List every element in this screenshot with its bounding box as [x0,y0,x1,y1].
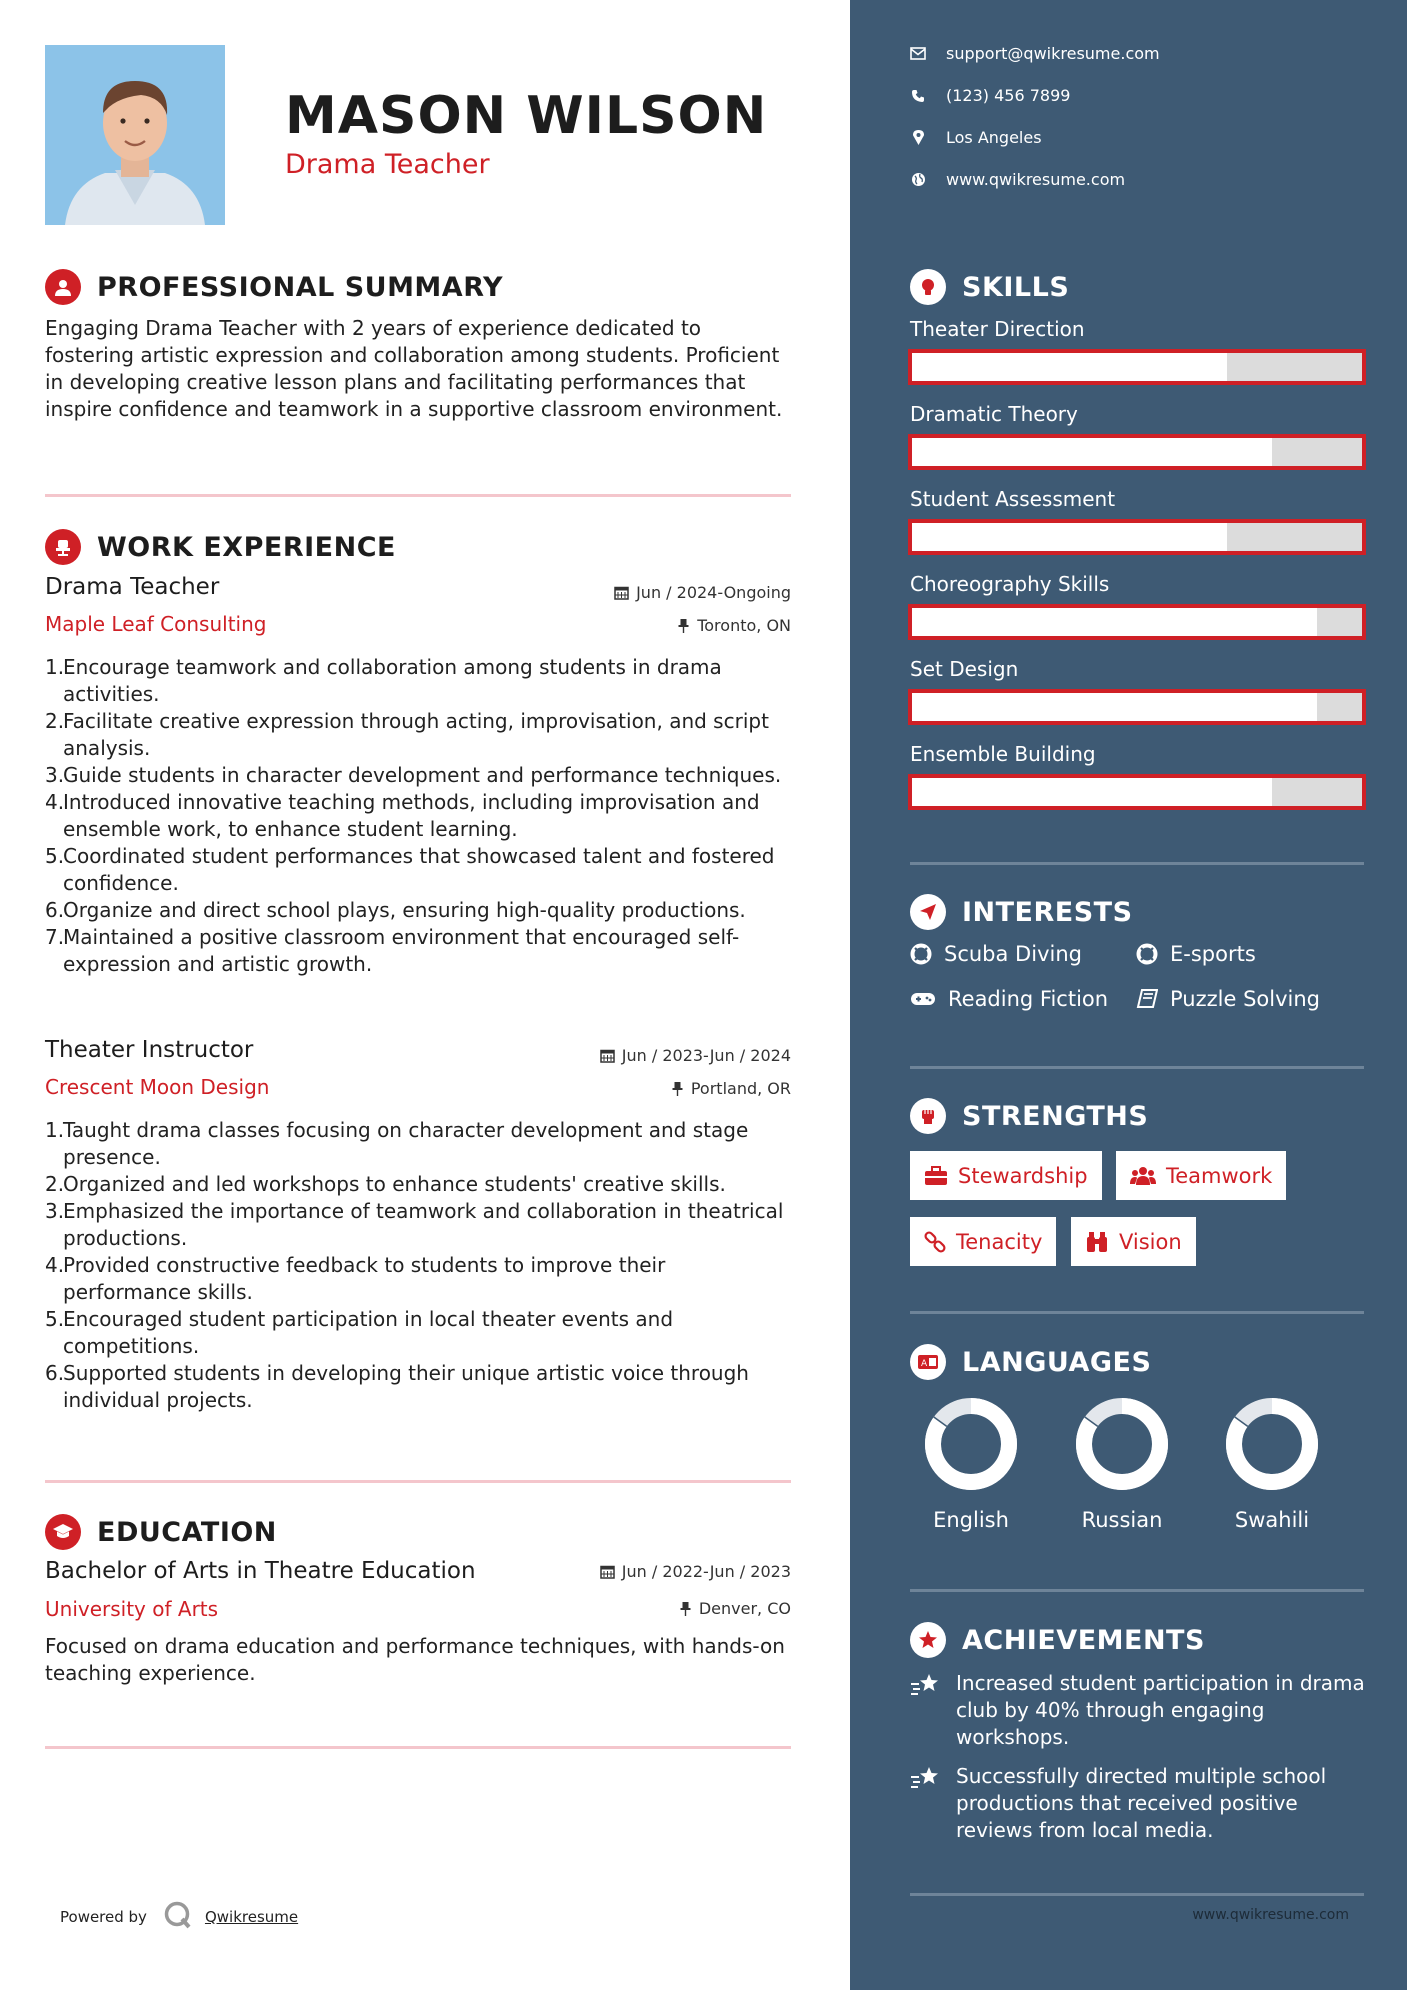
interest-item: Reading Fiction [910,987,1108,1011]
school-name: University of Arts [45,1597,219,1621]
divider [910,1066,1364,1069]
profile-photo [45,45,225,225]
achievements-heading-label: ACHIEVEMENTS [962,1624,1205,1656]
education-description: Focused on drama education and performance techniques, with hands-on teaching experience. [45,1634,785,1685]
skill-level-fill [912,778,1272,806]
candidate-name: MASON WILSON [285,86,768,146]
skill-name: Choreography Skills [910,572,1110,596]
strength-chip: Tenacity [910,1217,1056,1266]
job-bullets [45,1117,795,1414]
skill-level-bar [908,519,1366,555]
qwikresume-link[interactable]: Qwikresume [204,1908,299,1926]
achievement-item: Increased student participation in drama club by 40% through engaging workshops. [910,1670,1370,1751]
list-item: 5. Encouraged student participation in local theater events and competitions. [45,1307,674,1358]
job-date: Jun / 2023-Jun / 2024 [600,1046,791,1065]
list-item: 5. Coordinated student performances that showcased talent and fostered confidence. [45,844,775,895]
phone-icon [910,89,926,103]
skill-level-fill [912,523,1227,551]
skill-level-bar [908,434,1366,470]
degree-title: Bachelor of Arts in Theatre Education [45,1558,476,1584]
globe-icon [910,172,926,187]
work-heading [45,527,396,567]
strength-chip: Teamwork [1116,1151,1286,1200]
strengths-heading [910,1096,1148,1136]
strength-chip: Stewardship [910,1151,1102,1200]
footer-url[interactable]: www.qwikresume.com [1192,1907,1349,1923]
list-item: 1. Encourage teamwork and collaboration among students in drama activities. [45,655,722,706]
powered-by: Powered by Qwikresume [60,1900,298,1934]
skills-heading [910,267,1069,307]
interest-item: E-sports [1136,942,1256,966]
skill-level-bar [908,689,1366,725]
graduation-cap-icon [45,1514,81,1550]
pin-icon [677,618,690,633]
candidate-title: Drama Teacher [285,149,490,180]
list-item: 3. Emphasized the importance of teamwork and collaboration in theatrical productions. [45,1199,784,1250]
gamepad-icon [910,990,936,1008]
job-location: Toronto, ON [677,616,791,635]
summary-heading [45,267,503,307]
briefcase-chair-icon [45,529,81,565]
skill-name: Dramatic Theory [910,402,1078,426]
achievements-heading [910,1620,1205,1660]
list-item: 4. Provided constructive feedback to students to improve their performance skills. [45,1253,666,1304]
skill-level-fill [912,438,1272,466]
contact-location: Los Angeles [910,128,1042,147]
list-item: 6. Supported students in developing their unique artistic voice through individual projects. [45,1361,749,1412]
skills-heading-label: SKILLS [962,271,1070,303]
achievement-item: Successfully directed multiple school productions that received positive reviews from local media. [910,1763,1370,1844]
pin-icon [671,1081,684,1096]
job-title: Theater Instructor [45,1037,254,1063]
job-location: Portland, OR [671,1079,791,1098]
divider [910,1589,1364,1592]
job-bullets [45,654,795,978]
language-item [1057,1396,1187,1532]
summary-text: Engaging Drama Teacher with 2 years of experience dedicated to fostering artistic expression and collaboration among students. Proficient in developing creative lesson plans and facilitating performances that inspire confidence and teamwork in a supportive classroom environment. [45,316,783,421]
envelope-icon [910,47,926,60]
calendar-icon [600,1048,615,1063]
job-company: Maple Leaf Consulting [45,612,267,636]
interests-heading-label: INTERESTS [962,896,1133,928]
svg-text:A: A [921,1359,928,1369]
paper-plane-icon [910,894,946,930]
list-item: 4. Introduced innovative teaching methods, including improvisation and ensemble work, to enhance student learning. [45,790,760,841]
language-name: English [933,1508,1009,1532]
contact-website[interactable]: www.qwikresume.com [910,170,1125,189]
strengths-heading-label: STRENGTHS [962,1100,1149,1132]
language-name: Russian [1081,1508,1163,1532]
book-icon [1136,989,1158,1009]
divider [910,862,1364,865]
divider [45,1746,791,1749]
shooting-star-icon [910,1763,942,1844]
binoculars-icon [1085,1231,1109,1253]
calendar-icon [614,585,629,600]
interests-heading [910,892,1133,932]
divider [45,494,791,497]
interest-item: Scuba Diving [910,942,1082,966]
summary-heading-label: PROFESSIONAL SUMMARY [97,271,504,303]
strength-chip: Vision [1071,1217,1196,1266]
list-item: 3. Guide students in character development and performance techniques. [45,763,782,787]
language-item [906,1396,1036,1532]
contact-email[interactable]: support@qwikresume.com [910,44,1160,63]
language-level-ring [923,1396,1019,1492]
list-item: 1. Taught drama classes focusing on character development and stage presence. [45,1118,749,1169]
education-heading [45,1512,277,1552]
translate-icon [910,1344,946,1380]
language-name: Swahili [1234,1508,1310,1532]
job-date: Jun / 2024-Ongoing [614,583,791,602]
skill-name: Ensemble Building [910,742,1096,766]
star-badge-icon [910,1622,946,1658]
education-heading-label: EDUCATION [97,1516,277,1548]
list-item: 2. Facilitate creative expression through acting, improvisation, and script analysis. [45,709,769,760]
skill-level-bar [908,604,1366,640]
divider [910,1311,1364,1314]
list-item: 2. Organized and led workshops to enhance students' creative skills. [45,1172,726,1196]
skill-level-bar [908,774,1366,810]
job-company: Crescent Moon Design [45,1075,270,1099]
skill-level-bar [908,349,1366,385]
language-level-ring [1224,1396,1320,1492]
qwikresume-logo [163,1900,193,1934]
skill-level-fill [912,693,1317,721]
education-location: Denver, CO [679,1599,791,1618]
languages-heading [910,1342,1151,1382]
skill-level-fill [912,353,1227,381]
language-item [1207,1396,1337,1532]
contact-phone[interactable]: (123) 456 7899 [910,86,1070,105]
language-level-ring [1074,1396,1170,1492]
link-icon [924,1231,946,1253]
user-icon [45,269,81,305]
users-icon [1130,1166,1156,1186]
skill-name: Student Assessment [910,487,1116,511]
skill-name: Theater Direction [910,317,1085,341]
education-date: Jun / 2022-Jun / 2023 [600,1562,791,1581]
interest-item: Puzzle Solving [1136,987,1320,1011]
fist-icon [910,1098,946,1134]
shooting-star-icon [910,1670,942,1751]
calendar-icon [600,1564,615,1579]
job-title: Drama Teacher [45,574,220,600]
briefcase-icon [924,1166,948,1186]
divider [45,1480,791,1483]
map-marker-icon [910,130,926,145]
life-ring-icon [910,943,932,965]
list-item: 6. Organize and direct school plays, ensuring high-quality productions. [45,898,746,922]
work-heading-label: WORK EXPERIENCE [97,531,396,563]
lightbulb-icon [910,269,946,305]
pin-icon [679,1601,692,1616]
skill-name: Set Design [910,657,1019,681]
life-ring-icon [1136,943,1158,965]
skill-level-fill [912,608,1317,636]
list-item: 7. Maintained a positive classroom environment that encouraged self-expression and artistic growth. [45,925,740,976]
languages-heading-label: LANGUAGES [962,1346,1152,1378]
divider [910,1893,1364,1896]
